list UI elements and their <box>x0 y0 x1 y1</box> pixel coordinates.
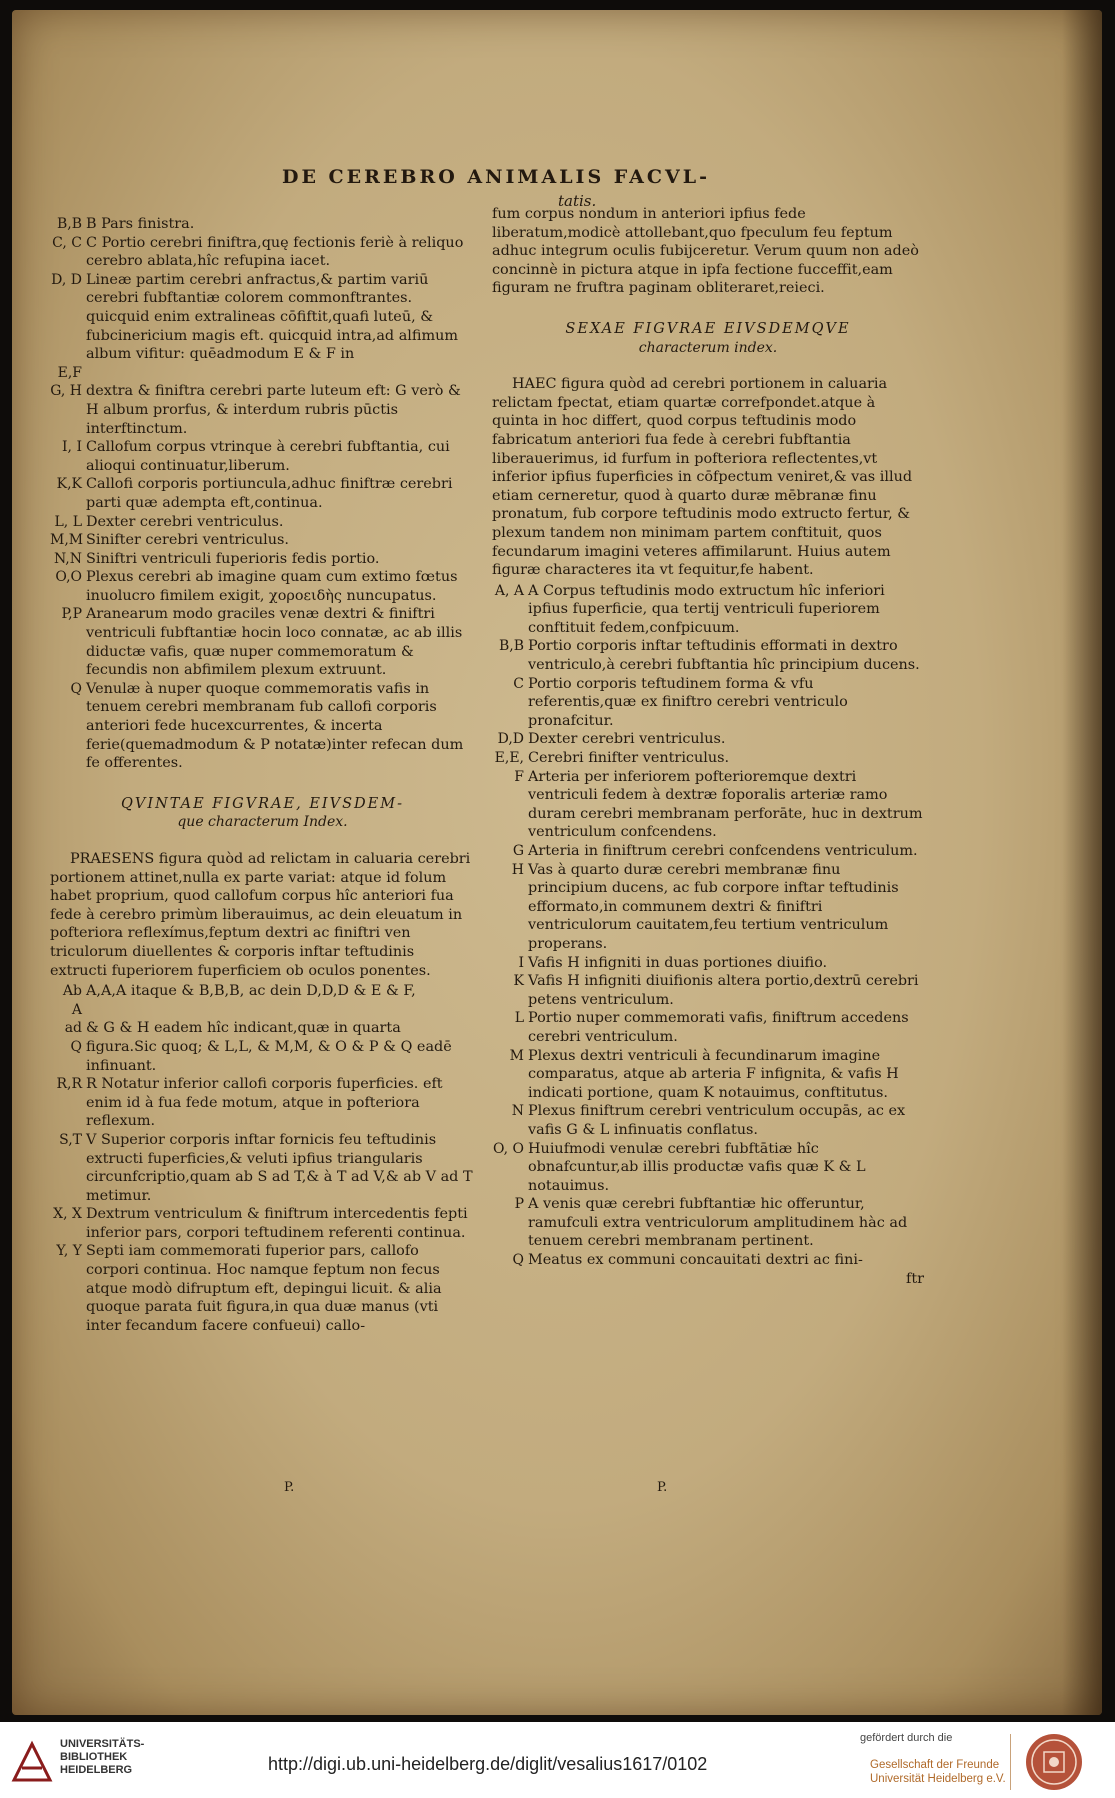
footer-divider <box>1010 1734 1011 1790</box>
legend-key: Y, Y <box>56 1243 82 1260</box>
legend-text: Cerebri finifter ventriculus. <box>528 750 730 767</box>
legend-text: Portio corporis inftar teftudinis efformati in dextro ventriculo,à cerebri fubftantia hîc principium ducens. <box>528 638 920 674</box>
society-link[interactable]: Gesellschaft der Freunde Universität Heidelberg e.V. <box>870 1759 1006 1785</box>
legend-text: Plexus cerebri ab imagine quam cum extimo fœtus inuolucro fimilem exigit, χοροειδὴς nuncupatus. <box>86 569 458 604</box>
legend-entry <box>50 1242 475 1335</box>
library-logo-icon[interactable] <box>10 1740 54 1784</box>
legend-entry <box>50 1075 475 1131</box>
sexta-paragraph: HAEC figura quòd ad cerebri portionem in caluaria relictam fpectat, etiam quartæ correfpondet.atque à quinta in hoc differt, quod corpus teftudinis modo fabricatum anteriori fua fede à cerebri fubftantia liberauerimus, id furfum in pofteriora reflectentes,vt inferior ipfius fuperficies in cōfpectum veniret,& vas illud etiam cerneretur, quod à quarto duræ mēbranæ finu pronatum, fub corpore teftudinis modo extructo fertur, & plexum tandem non minimam partem conftituit, quos fecundarum imagini veteres affimilarunt. Huius autem figuræ characteres ita vt fequitur,fe habent. <box>492 376 913 579</box>
legend-entry <box>492 1009 924 1046</box>
legend-key: D, D <box>51 271 82 288</box>
legend-key: K,K <box>56 476 82 493</box>
legend-text: Aranearum modo graciles venæ dextri & finiftri ventriculi fubftantiæ hocin loco connatæ, ac ab illis diductæ vafis, quæ nuper commemoratum & fecundis non abfimilem plexum extruunt. <box>86 606 463 679</box>
legend-key: D,D <box>497 731 524 748</box>
legend-text: Portio nuper commemorati vafis, finiftrum accedens cerebri ventriculum. <box>528 1010 909 1045</box>
quinta-legend-list <box>50 982 475 1335</box>
legend-key: Q <box>70 680 82 697</box>
legend-key: M <box>509 1047 524 1064</box>
legend-key: I <box>518 954 524 971</box>
legend-entry <box>50 382 475 438</box>
legend-entry <box>50 568 475 605</box>
legend-entry <box>492 730 924 749</box>
legend-key: P <box>514 1196 524 1213</box>
legend-entry <box>50 982 475 1019</box>
legend-key: P,P <box>61 606 82 623</box>
legend-text: B Pars finistra. <box>86 216 195 232</box>
legend-entry <box>50 438 475 475</box>
legend-key: K <box>513 973 524 990</box>
legend-entry <box>492 1251 924 1270</box>
legend-key: F <box>514 768 524 785</box>
legend-text: dextra & finiftra cerebri parte luteum eft: G verò & H album prorfus, & interdum rubris pūctis interftinctum. <box>86 383 461 437</box>
legend-key: S,T <box>59 1131 82 1148</box>
legend-text: Callofum corpus vtrinque à cerebri fubftantia, cui alioqui continuatur,liberum. <box>86 439 450 474</box>
legend-key: O, O <box>492 1140 524 1157</box>
legend-text: Dextrum ventriculum & finiftrum intercedentis fepti inferior pars, corpori teftudinem referenti continua. <box>86 1206 468 1241</box>
legend-entry <box>492 637 924 674</box>
legend-entry <box>50 215 475 234</box>
book-page <box>12 10 1102 1715</box>
legend-text: A,A,A itaque & B,B,B, ac dein D,D,D & E & F, <box>86 983 416 1000</box>
legend-key: N,N <box>53 550 82 567</box>
legend-entry <box>492 861 924 954</box>
legend-key: G <box>512 843 524 859</box>
legend-entry <box>50 531 475 550</box>
legend-entry <box>50 550 475 569</box>
right-column <box>492 205 924 1288</box>
legend-entry <box>50 1131 475 1205</box>
legend-entry <box>492 1047 924 1103</box>
legend-entry <box>492 749 924 768</box>
legend-text: Plexus finiftrum cerebri ventriculum occupās, ac ex vafis G & L infinuatis conflatus. <box>528 1103 906 1138</box>
legend-key: H <box>511 861 524 878</box>
page-url-link[interactable]: http://digi.ub.uni-heidelberg.de/diglit/vesalius1617/0102 <box>268 1754 708 1774</box>
quinta-title: QVINTAE FIGVRAE, EIVSDEM- <box>120 795 405 812</box>
legend-text: Plexus dextri ventriculi à fecundinarum imagine comparatus, atque ab arteria F infignita, & vafis H indicati portione, quam K notauimus, conftitutus. <box>528 1047 899 1101</box>
legend-text: A Corpus teftudinis modo extructum hîc inferiori ipfius fuperficie, qua tertij ventriculi fuperiorem conftituit fedem,confpicuum. <box>528 582 885 636</box>
legend-text: A venis quæ cerebri fubftantiæ hic offeruntur, ramufculi extra ventriculorum amplitudinem hàc ad tenuem cerebri membranam pertinent. <box>528 1196 908 1250</box>
legend-key: L <box>514 1010 524 1027</box>
legend-key: E,E, <box>494 750 524 767</box>
funding-note: gefördert durch die <box>860 1732 953 1744</box>
legend-entry <box>492 972 924 1009</box>
legend-text: Sinifter cerebri ventriculus. <box>86 532 289 549</box>
catchword: ftr <box>906 1270 924 1287</box>
right-intro-paragraph: fum corpus nondum in anteriori ipfius fede liberatum,modicè attollebant,quo fpeculum feu feptum adhuc integrum oculis fubijceretur. Verum quum non adeò concinnè in pictura atque in ipfa fectione fucceffit,eam figuram ne fruftra paginam obliteraret,reieci. <box>492 206 919 297</box>
left-column <box>50 215 475 1335</box>
legend-entry <box>492 1140 924 1196</box>
legend-entry <box>492 842 924 861</box>
legend-key: R,R <box>56 1076 82 1093</box>
legend-key: Q <box>512 1252 524 1269</box>
legend-text: Huiufmodi venulæ cerebri fubftātiæ hîc obnafcuntur,ab illis productæ vafis quæ K & L notauimus. <box>528 1140 866 1194</box>
sexta-title: SEXAE FIGVRAE EIVSDEMQVE <box>565 320 851 337</box>
legend-entry <box>50 1019 475 1075</box>
legend-key: C <box>513 675 524 692</box>
quinta-paragraph: PRAESENS figura quòd ad relictam in caluaria cerebri portionem attinet,nulla ex parte variat: atque id folum habet proprium, quod callofum corpus hîc anteriori fua fede à cerebro primùm liberauimus, ac dein eleuatum in pofteriora reflexímus,feptum dextri ac finiftri ven triculorum diuellentes & corporis inftar teftudinis extructi fuperiorem fuperficiem ob oculos ponentes. <box>50 851 471 979</box>
legend-entry <box>50 271 475 364</box>
legend-text: Arteria per inferiorem pofterioremque dextri ventriculi fedem à dextræ foporalis arteriæ ramo duram cerebri membranam perforāte, huc in dextrum ventriculum confcendens. <box>528 768 923 841</box>
legend-key: B,B <box>56 216 82 232</box>
legend-entry <box>492 675 924 731</box>
legend-key: I, I <box>62 439 82 456</box>
legend-text: Arteria in finiftrum cerebri confcendens ventriculum. <box>528 843 918 859</box>
legend-text: C Portio cerebri finiftra,quę fectionis feriè à reliquo cerebro ablata,hîc refupina iacet. <box>86 234 464 270</box>
legend-entry <box>50 513 475 532</box>
legend-text: & G & H eadem hîc indicant,quæ in quarta figura.Sic quoq; & L,L, & M,M, & O & P & Q eadē infinuant. <box>86 1020 452 1074</box>
legend-entry <box>492 1102 924 1139</box>
legend-entry <box>50 680 475 773</box>
legend-key: N <box>511 1103 524 1120</box>
legend-entry <box>492 582 924 638</box>
signature-mark-left: P. <box>284 1480 295 1495</box>
quinta-subtitle: que characterum Index. <box>177 814 348 831</box>
legend-text: Venulæ à nuper quoque commemoratis vafis in tenuem cerebri membranam fub callofi corporis anteriori fede hucexcurrentes, & incerta ferie(quemadmodum & P notatæ)inter refecan dum fe offerentes. <box>86 680 464 772</box>
legend-key: G, H <box>50 383 82 400</box>
legend-text: Vafis H infigniti in duas portiones diuifio. <box>528 954 828 971</box>
legend-text: Portio corporis teftudinem forma & vfu referentis,quæ ex finiftro cerebri ventriculo pronafcitur. <box>528 675 848 729</box>
legend-key: E,F <box>57 364 82 381</box>
legend-key: A, A <box>494 582 524 599</box>
legend-text: Meatus ex communi concauitati dextri ac fini- <box>528 1252 863 1269</box>
legend-key: Ab A <box>62 983 82 1018</box>
legend-text: Dexter cerebri ventriculus. <box>528 731 726 748</box>
legend-text: R Notatur inferior callofi corporis fuperficies. eft enim id à fua fede motum, atque in pofteriora reflexum. <box>86 1076 443 1130</box>
sexta-legend-list <box>492 582 924 1270</box>
legend-entry <box>492 1195 924 1251</box>
legend-entry <box>50 1205 475 1242</box>
legend-text: Callofi corporis portiuncula,adhuc finiftræ cerebri parti quæ adempta eft,continua. <box>86 476 453 511</box>
sexta-subtitle: characterum index. <box>638 339 778 356</box>
legend-key: X, X <box>53 1206 82 1223</box>
legend-text: V Superior corporis inftar fornicis feu teftudinis extructi fuperficies,& veluti ipfius triangularis circunfcriptio,quam ab S ad T,& à T ad V,& ab V ad T metimur. <box>86 1131 473 1204</box>
legend-text: Vas à quarto duræ cerebri membranæ finu principium ducens, ac fub corpore inftar teftudinis efformato,in communem dextri & finiftri ventriculorum cauitatem,feu tertium ventriculum properans. <box>528 861 899 952</box>
legend-key: ad Q <box>64 1020 82 1055</box>
signature-mark-right: P. <box>657 1480 668 1495</box>
legend-text: Siniftri ventriculi fuperioris fedis portio. <box>86 550 380 567</box>
running-head-continuation: tatis. <box>558 192 597 210</box>
figure-legend-list <box>50 215 475 773</box>
legend-text: Dexter cerebri ventriculus. <box>86 513 284 530</box>
legend-entry <box>50 364 475 383</box>
legend-entry <box>492 768 924 842</box>
running-head: DE CEREBRO ANIMALIS FACVL- <box>281 166 711 188</box>
legend-entry <box>50 605 475 679</box>
legend-key: B,B <box>498 638 524 655</box>
legend-entry <box>50 475 475 512</box>
legend-entry <box>492 954 924 973</box>
legend-text: Septi iam commemorati fuperior pars, callofo corpori continua. Hoc namque feptum non fecus atque modò difruptum eft, depingui licuit. & alia quoque parata fuit figura,in qua duæ manus (vti inter fecandum facere confueui) callo- <box>86 1243 442 1334</box>
legend-text: Vafis H infigniti diuifionis altera portio,dextrū cerebri petens ventriculum. <box>528 973 919 1008</box>
legend-key: M,M <box>50 532 84 549</box>
legend-key: L, L <box>54 513 82 530</box>
footer-bar <box>0 1722 1115 1798</box>
library-name[interactable]: UNIVERSITÄTS- BIBLIOTHEK HEIDELBERG <box>60 1738 145 1776</box>
legend-text: Lineæ partim cerebri anfractus,& partim variū cerebri fubftantiæ colorem commonftrantes. quicquid enim extralineas cōfiftit,quafi luteū, & fubcinericium magis eft. quicquid intra,ad alfimum album vifitur: quēadmodum E & F in <box>86 271 459 363</box>
legend-key: C, C <box>52 234 82 251</box>
university-seal-icon[interactable] <box>1024 1732 1084 1792</box>
legend-key: O,O <box>55 569 82 586</box>
legend-entry <box>50 234 475 271</box>
